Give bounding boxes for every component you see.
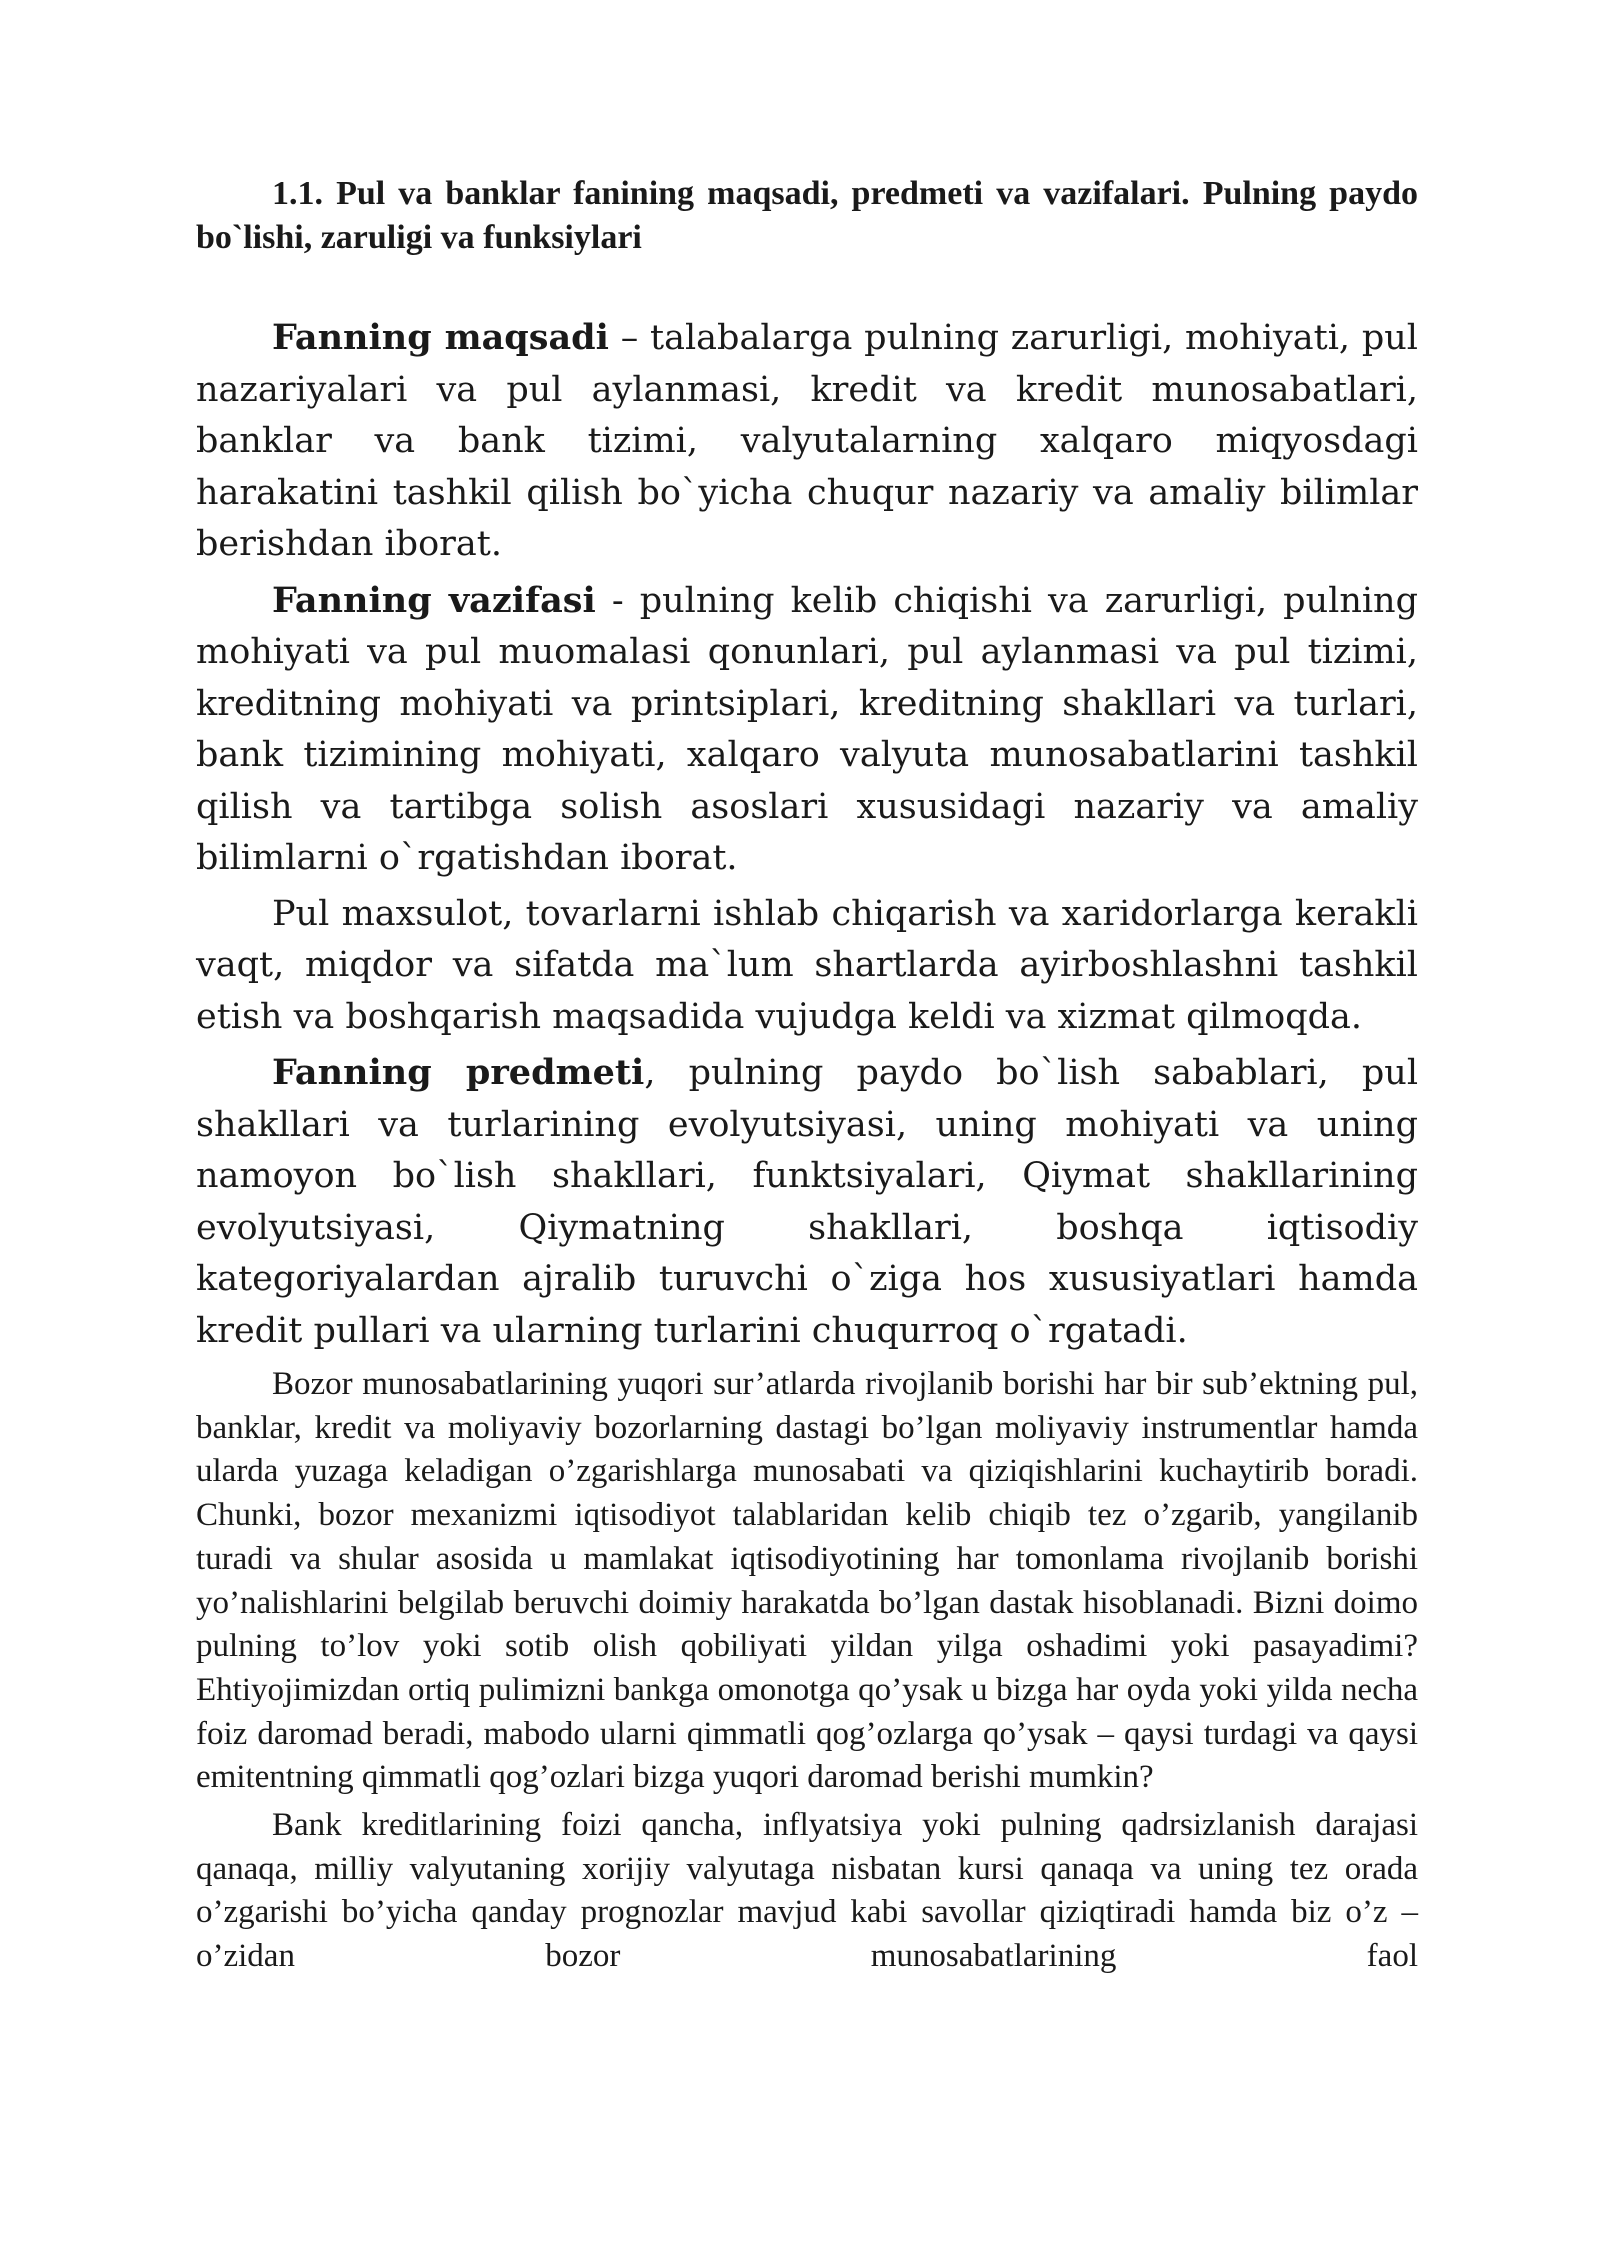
paragraph-bozor: Bozor munosabatlarining yuqori sur’atlarda rivojlanib borishi har bir sub’ektning pul, banklar, kredit va moliyaviy bozorlarning dastagi bo’lgan moliyaviy instrumentlar hamda ularda yuzaga keladigan o’zgarishlarga munosabati va qiziqishlarini kuchaytirib boradi. Chunki, bozor mexanizmi iqtisodiyot talablaridan kelib chiqib tez o’zgarib, yangilanib turadi va shular asosida u mamlakat iqtisodiyotining har tomonlama rivojlanib borishi yo’nalishlarini belgilab beruvchi doimiy harakatda bo’lgan dastak hisoblanadi. Bizni doimo pulning to’lov yoki sotib olish qobiliyati yildan yilga oshadimi yoki pasayadimi? Ehtiyojimizdan ortiq pulimizni bankga omonotga qo’ysak u bizga har oyda yoki yilda necha foiz daromad beradi, mabodo ularni qimmatli qog’ozlarga qo’ysak – qaysi turdagi va qaysi emitentning qimmatli qog’ozlari bizga yuqori daromad berishi mumkin? — [196, 1366, 1418, 1796]
term-fanning-maqsadi: Fanning maqsadi — [272, 317, 609, 358]
paragraph-bank: Bank kreditlarining foizi qancha, inflyatsiya yoki pulning qadrsizlanish darajasi qanaqa, milliy valyutaning xorijiy valyutaga nisbatan kursi qanaqa va uning tez orada o’zgarishi bo’yicha qanday prognozlar mavjud kabi savollar qiziqtiradi hamda biz o’z – o’zidan bozor munosabatlarining faol — [196, 1807, 1418, 1975]
paragraph-maqsad — [196, 312, 1418, 571]
term-fanning-predmeti: Fanning predmeti — [272, 1052, 645, 1093]
paragraph-vazifa — [196, 575, 1418, 885]
paragraph-pul: Pul maxsulot, tovarlarni ishlab chiqarish va xaridorlarga kerakli vaqt, miqdor va sifatda ma`lum shartlarda ayirboshlashni tashkil etish va boshqarish maqsadida vujudga keldi va xizmat qilmoqda. — [196, 893, 1418, 1037]
document-body — [196, 172, 1418, 1979]
paragraph-vazifa-text: - pulning kelib chiqishi va zarurligi, pulning mohiyati va pul muomalasi qonunlari, pul aylanmasi va pul tizimi, kreditning mohiyati va printsiplari, kreditning shakllari va turlari, bank tizimining mohiyati, xalqaro valyuta munosabatlarini tashkil qilish va tartibga solish asoslari xususidagi nazariy va amaliy bilimlarni o`rgatishdan iborat. — [196, 580, 1419, 878]
paragraph-predmet — [196, 1047, 1418, 1357]
section-heading: 1.1. Pul va banklar fanining maqsadi, predmeti va vazifalari. Pulning paydo bo`lishi, zaruligi va funksiylari — [196, 175, 1418, 256]
paragraph-maqsad-text: – talabalarga pulning zarurligi, mohiyati, pul nazariyalari va pul aylanmasi, kredit va kredit munosabatlari, banklar va bank tizimi, valyutalarning xalqaro miqyosdagi harakatini tashkil qilish bo`yicha chuqur nazariy va amaliy bilimlar berishdan iborat. — [196, 318, 1419, 564]
term-fanning-vazifasi: Fanning vazifasi — [272, 579, 596, 621]
paragraph-predmet-text: , pulning paydo bo`lish sabablari, pul shakllari va turlarining evolyutsiyasi, uning mohiyati va uning namoyon bo`lish shakllari, funktsiyalari, Qiymat shakllarining evolyutsiyasi, Qiymatning shakllari, boshqa iqtisodiy kategoriyalardan ajralib turuvchi o`ziga hos xususiyatlari hamda kredit pullari va ularning turlarini chuqurroq o`rgatadi. — [196, 1053, 1419, 1351]
